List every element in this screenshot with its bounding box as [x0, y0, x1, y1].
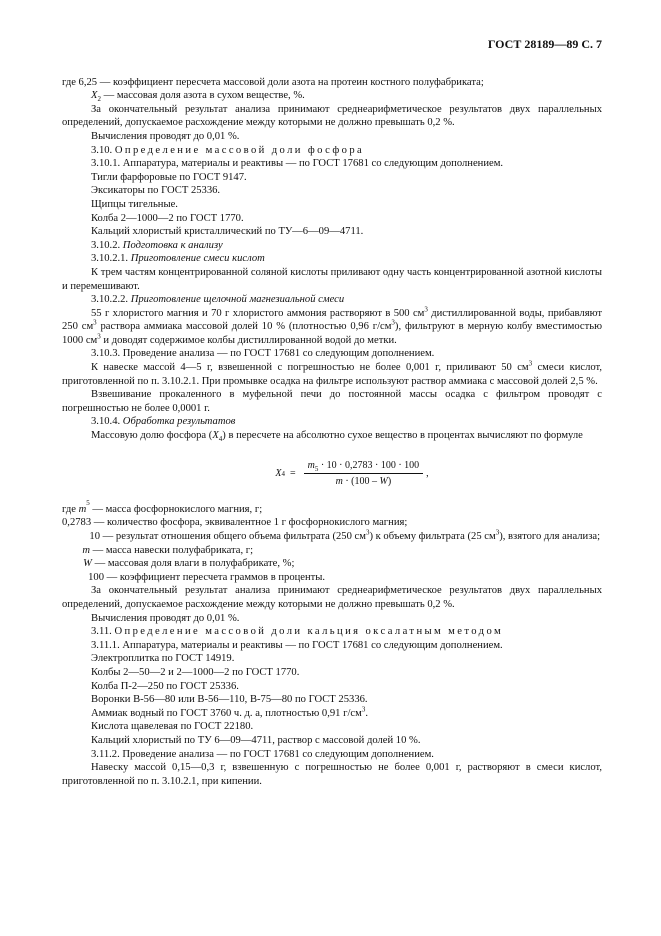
item-hotplate: Электроплитка по ГОСТ 14919. [91, 653, 235, 665]
heading-3-10-2: 3.10.2. Подготовка к анализу [91, 239, 223, 251]
section-3-10-heading: 3.10. Определение массовой доли фосфора [91, 144, 365, 156]
item-calcium-chloride: Кальций хлористый кристаллический по ТУ—6—09—4711. [91, 226, 364, 238]
item-calcium-chloride-2: Кальций хлористый по ТУ 6—09—4711, раствор с массовой долей 10 %. [91, 734, 421, 746]
paragraph-magnesia-mix: 55 г хлористого магния и 70 г хлористого аммония растворяют в 500 $см^3$ дистиллированной воды, прибавляют 250 $см^3$ раствора аммиака массовой долей 10 % (плотностью 0,96 $г/см^3$), фильтруют в мерную колбу вместимостью 1000 $см^3$ и доводят содержимое колбы дистиллированной водой до метки. [62, 305, 602, 346]
text-line-1: где 6,25 — коэффициент пересчета массовой доли азота на протеин костного полуфабриката; [62, 76, 484, 88]
document-page [62, 38, 602, 788]
definition-w: W — массовая доля влаги в полуфабрикате, %; [83, 558, 295, 570]
item-flasks: Колбы 2—50—2 и 2—1000—2 по ГОСТ 1770. [91, 666, 300, 678]
item-ammonia: Аммиак водный по ГОСТ 3760 ч. д. а, плотностью 0,91 $г/см^3$. [91, 705, 368, 719]
formula-definitions [62, 498, 602, 585]
formula-numerator: $m_5 \cdot 10 \cdot 0,2783 \cdot 100 \cdot 100$ [304, 459, 424, 475]
heading-3-10-4: 3.10.4. Обработка результатов [91, 416, 236, 428]
item-funnels: Воронки В-56—80 или В-56—110, В-75—80 по ГОСТ 25336. [91, 694, 368, 706]
definition-100: 100 — коэффициент пересчета граммов в проценты. [88, 571, 326, 583]
item-flask: Колба 2—1000—2 по ГОСТ 1770. [91, 212, 244, 224]
text-calc-2: Вычисления проводят до 0,01 %. [91, 612, 240, 624]
text-line-2: $X_2$ — массовая доля азота в сухом веществе, %. [91, 90, 305, 104]
definition-m: m — масса навески полуфабриката, г; [82, 544, 254, 556]
item-flask-p2: Колба П-2—250 по ГОСТ 25336. [91, 680, 239, 692]
formula-fraction [304, 459, 424, 489]
paragraph-acid-mix: К трем частям концентрированной соляной кислоты приливают одну часть концентрированной азотной кислоты и перемешивают. [62, 266, 602, 292]
paragraph-formula-intro: Массовую долю фосфора $(X_4)$ в пересчете на абсолютно сухое вещество в процентах вычисляют по формуле [91, 430, 583, 444]
paragraph-weighing: Взвешивание прокаленного в муфельной печи до постоянной массы осадка с фильтром проводят с погрешностью не более 0,0001 г. [62, 389, 602, 414]
phosphorus-formula: X 4 = $\frac{m_5 \cdot 10 \cdot 0,2783 \cdot 100 \cdot 100}{m \cdot (100 - W)}$ , [275, 459, 429, 488]
formula-denominator: m · (100 – W) [335, 476, 392, 488]
item-crucibles: Тигли фарфоровые по ГОСТ 9147. [91, 171, 247, 183]
item-desiccators: Эксикаторы по ГОСТ 25336. [91, 185, 221, 197]
item-oxalic-acid: Кислота щавелевая по ГОСТ 22180. [91, 721, 254, 733]
text-3-10-3: 3.10.3. Проведение анализа — по ГОСТ 17681 со следующим дополнением. [91, 348, 435, 360]
section-3-11-heading: 3.11. Определение массовой доли кальция оксалатным методом [91, 626, 504, 638]
paragraph-result-1: За окончательный результат анализа принимают среднеарифметическое результатов двух параллельных определений, допускаемое расхождение между которыми не должно превышать 0,2 %. [62, 103, 602, 129]
item-tongs: Щипцы тигельные. [91, 198, 178, 210]
heading-3-10-2-2: 3.10.2.2. Приготовление щелочной магнезиальной смеси [91, 294, 345, 306]
definition-10: 10 — результат отношения общего объема фильтрата (250 $см^3$) к объему фильтрата (25 $см^3$), взятого для анализа; [89, 528, 601, 542]
text-3-11-2: 3.11.2. Проведение анализа — по ГОСТ 17681 со следующим дополнением. [91, 748, 434, 760]
text-3-11-1: 3.11.1. Аппаратура, материалы и реактивы — по ГОСТ 17681 со следующим дополнением. [91, 639, 503, 651]
heading-3-10-2-1: 3.10.2.1. Приготовление смеси кислот [91, 253, 265, 265]
definition-0-2783: 0,2783 — количество фосфора, эквивалентное 1 г фосфорнокислого магния; [62, 517, 408, 529]
text-calc-1: Вычисления проводят до 0,01 %. [91, 130, 240, 142]
paragraph-result-2: За окончательный результат анализа принимают среднеарифметическое результатов двух параллельных определений, допускаемое расхождение между которыми не должно превышать 0,2 %. [62, 585, 602, 610]
definition-m5: где m 5 — масса фосфорнокислого магния, г; [62, 498, 263, 515]
text-3-10-1: 3.10.1. Аппаратура, материалы и реактивы — по ГОСТ 17681 со следующим дополнением. [91, 158, 504, 170]
paragraph-dissolve: Навеску массой 0,15—0,3 г, взвешенную с погрешностью не более 0,001 г, растворяют в смеси кислот, приготовленной по п. 3.10.2.1, при кипении. [62, 762, 602, 787]
page-header: ГОСТ 28189—89 С. 7 [487, 37, 602, 51]
paragraph-sample: К навеске массой 4—5 г, взвешенной с погрешностью не более 0,001 г, приливают 50 $см^3$ смеси кислот, приготовленной по п. 3.10.2.1. При промывке осадка на фильтре используют раствор аммиака с массовой долей 2,5 %. [62, 359, 603, 387]
